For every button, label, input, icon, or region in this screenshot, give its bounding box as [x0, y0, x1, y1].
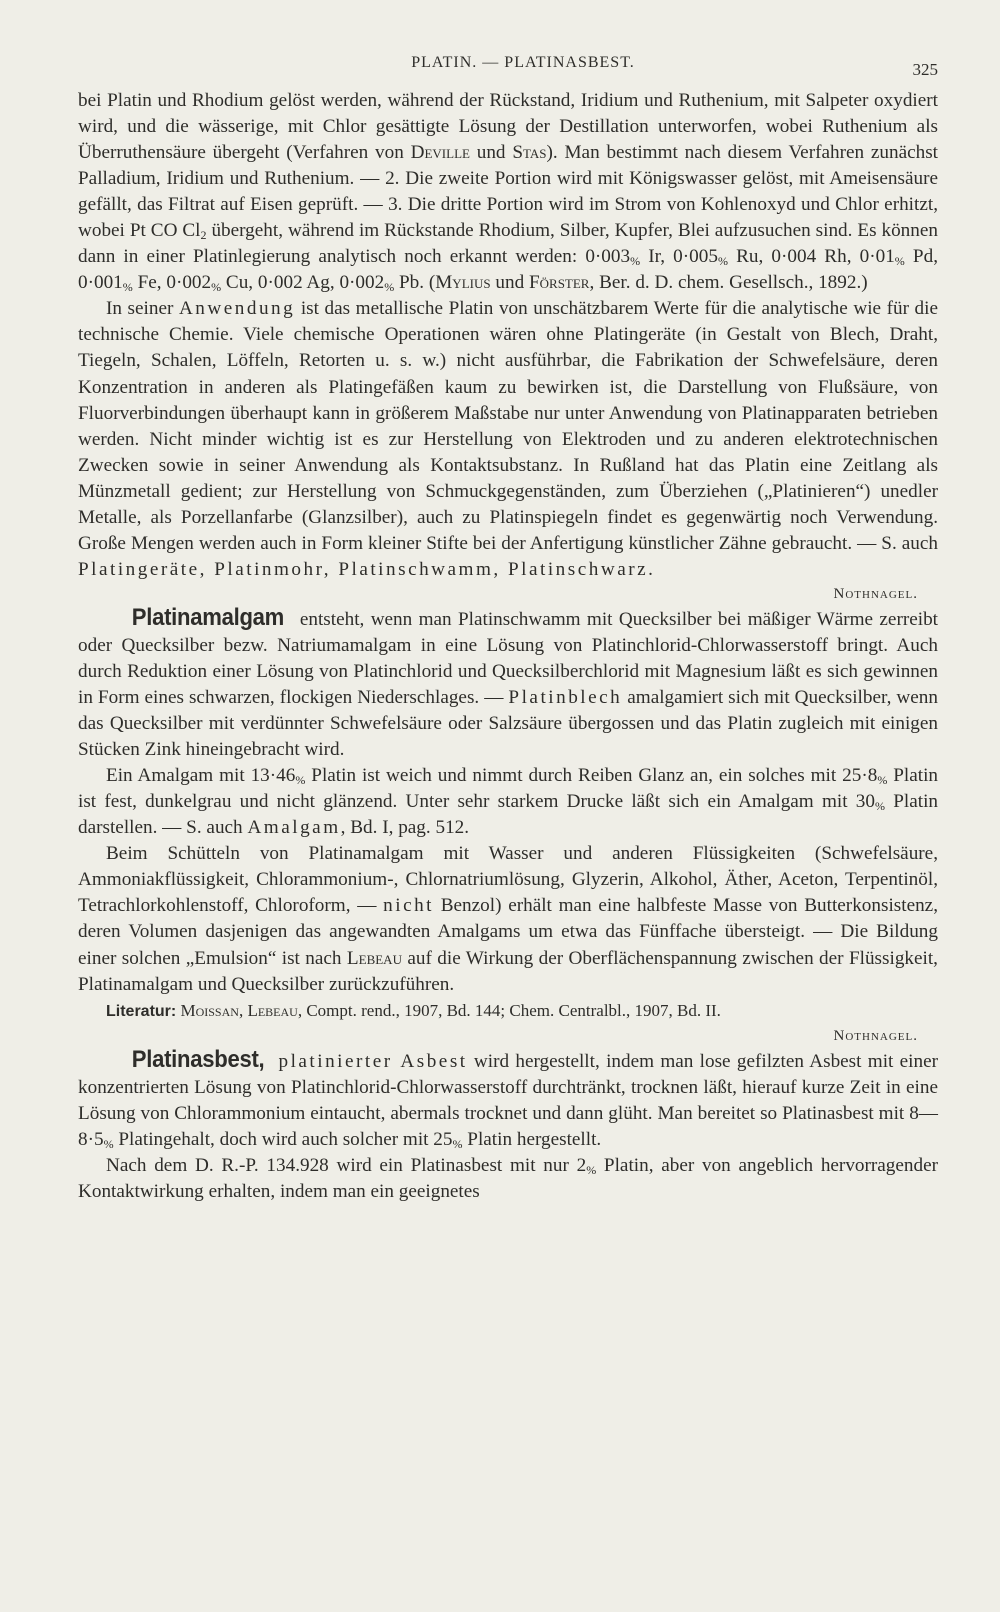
- entry-platinasbest: [78, 1047, 938, 1153]
- spaced-term: Anwendung: [178, 298, 296, 320]
- text-run: Ir, 0·005: [640, 246, 718, 268]
- author-moissan: Moissan: [180, 1000, 239, 1020]
- percent-sign: %: [384, 280, 395, 295]
- author-signature: Nothnagel.: [833, 585, 918, 602]
- text-run: entsteht, wenn man Platinschwamm mit Quecksilber bei mäßiger Wärme zerreibt oder Quecksilber bezw. Natriumamalgam in eine Lösung von Platinchlorid-Chlorwasserstoff bringt. Auch durch Reduktion einer Lösung von Platinchlorid und Quecksilberchlorid mit Magnesium läßt es sich gewinnen in Form eines schwarzen, flockigen Niederschlages. —: [78, 608, 938, 709]
- text-run: Benzol) erhält man eine halbfeste Masse von Butterkonsistenz, deren Volumen dasjenigen das angewandten Amalgams um etwa das Fünffache übersteigt. — Die Bildung einer solchen „Emulsion“ ist nach: [78, 895, 938, 969]
- text-run: Fe, 0·002: [132, 272, 212, 294]
- percent-sign: %: [211, 280, 222, 295]
- text-run: , Ber. d. D. chem. Gesellsch., 1892.): [589, 272, 868, 294]
- author-deville: Deville: [410, 142, 470, 164]
- spaced-term: Platinblech: [508, 687, 623, 709]
- percent-sign: %: [295, 773, 306, 788]
- percent-sign: %: [874, 799, 885, 814]
- subscript: 2: [200, 228, 207, 243]
- percent-sign: %: [894, 254, 905, 269]
- text-run: Nach dem D. R.-P. 134.928 wird ein Platinasbest mit nur 2: [106, 1154, 587, 1176]
- headword-platinamalgam: Platinamalgam: [131, 603, 285, 631]
- headword-platinasbest: Platinasbest,: [131, 1045, 265, 1073]
- paragraph-amalgam-content: [78, 763, 938, 841]
- author-lebeau: Lebeau: [346, 947, 402, 969]
- text-run: bei Platin und Rhodium gelöst werden, während der Rückstand, Iridium und Ruthenium, mit Salpeter oxydiert wird, und die wässerige, mit Chlor gesättigte Lösung der Destillation unterworfen, wobei Ruthenium als Überruthensäure übergeht (Verfahren von: [78, 90, 938, 164]
- author-signature: Nothnagel.: [833, 1027, 918, 1044]
- text-run: ). Man bestimmt nach diesem Verfahren zunächst Palladium, Iridium und Ruthenium. — 2. Die zweite Portion wird mit Königswasser gelöst, mit Ameisensäure gefällt, das Filtrat auf Eisen geprüft. — 3. Die dritte Portion wird im Strom von Kohlenoxyd und Chlor erhitzt, wobei Pt CO Cl: [78, 142, 939, 242]
- text-run: Pd, 0·001: [78, 246, 938, 294]
- percent-sign: %: [630, 254, 641, 269]
- percent-sign: %: [717, 254, 728, 269]
- running-title: PLATIN. — PLATINASBEST.: [411, 54, 635, 71]
- text-run: Pb. (: [394, 272, 436, 294]
- text-run: und: [490, 272, 529, 294]
- text-run: ,: [238, 1000, 248, 1020]
- entry-platinamalgam: [78, 605, 938, 763]
- text-run: wird hergestellt, indem man lose gefilzten Asbest mit einer konzentrierten Lösung von Platinchlorid-Chlorwasserstoff durchtränkt, trocknen läßt, hierauf kurze Zeit in eine Lösung von Chlorammonium eintaucht, abermals trocknet und dann glüht. Man bereitet so Platinasbest mit 8—8·5: [78, 1050, 939, 1150]
- author-stas: Stas: [512, 142, 547, 164]
- cross-reference: Platingeräte, Platinmohr, Platinschwamm, Platinschwarz.: [78, 558, 656, 580]
- cross-reference: Amalgam: [247, 817, 341, 839]
- paragraph-anwendung: [78, 296, 938, 583]
- author-mylius: Mylius: [435, 272, 491, 294]
- text-run: Ein Amalgam mit 13·46: [106, 765, 296, 787]
- text-run: Beim Schütteln von Platinamalgam mit Wasser und anderen Flüssigkeiten (Schwefelsäure, Ammoniakflüssigkeit, Chlorammonium-, Chlornatriumlösung, Glyzerin, Alkohol, Äther, Aceton, Terpentinöl, Tetrachlorkohlenstoff, Chloroform, —: [78, 843, 938, 917]
- spaced-term: nicht: [383, 895, 435, 917]
- percent-sign: %: [586, 1162, 597, 1177]
- text-run: In seiner: [106, 298, 179, 320]
- paragraph-platin-analysis: [78, 88, 938, 296]
- text-run: Cu, 0·002 Ag, 0·002: [221, 272, 385, 294]
- text-run: Platin hergestellt.: [462, 1128, 602, 1150]
- percent-sign: %: [122, 280, 133, 295]
- author-lebeau: Lebeau: [247, 1000, 298, 1020]
- text-run: Ru, 0·004 Rh, 0·01: [727, 246, 895, 268]
- literature-label: Literatur:: [106, 1002, 177, 1020]
- text-run: Platin, aber von angeblich hervorragender Kontaktwirkung erhalten, indem man ein geeignetes: [78, 1154, 938, 1202]
- body-text: [78, 88, 938, 1205]
- text-run: Platin ist weich und nimmt durch Reiben Glanz an, ein solches mit 25·8: [305, 765, 878, 787]
- text-run: ist das metallische Platin von unschätzbarem Werte für die analytische wie für die technische Chemie. Viele chemische Operationen wären ohne Platingeräte (in Gestalt von Blech, Draht, Tiegeln, Schalen, Löffeln, Retorten u. s. w.) nicht ausführbar, die Fabrikation der Schwefelsäure, deren Konzentration in anderen als Platingefäßen kaum zu bewirken ist, die Darstellung von Flußsäure, von Fluorverbindungen überhaupt kann in größerem Maßstabe nur unter Anwendung von Platinapparaten betrieben werden. Nicht minder wichtig ist es zur Herstellung von Elektroden und zu anderen elektrotechnischen Zwecken sowie in seiner Anwendung als Kontaktsubstanz. In Rußland hat das Platin eine Zeitlang als Münzmetall gedient; zur Herstellung von Schmuckgegenständen, zum Überziehen („Platinieren“) unedler Metalle, als Porzellanfarbe (Glanzsilber), auch zu Platinspiegeln findet es gegenwärtig noch Verwendung. Große Mengen werden auch in Form kleiner Stifte bei der Anfertigung künstlicher Zähne gebraucht. — S. auch: [78, 298, 938, 554]
- page-number: 325: [912, 60, 938, 79]
- paragraph-patent: [78, 1153, 938, 1205]
- author-foerster: Förster: [528, 272, 590, 294]
- percent-sign: %: [877, 773, 888, 788]
- text-run: , Bd. I, pag. 512.: [340, 817, 470, 839]
- text-run: übergeht, während im Rückstande Rhodium, Silber, Kupfer, Blei aufzusuchen sind. Es können dann in einer Platinlegierung analytisch noch erkannt werden: 0·003: [78, 220, 938, 268]
- percent-sign: %: [103, 1136, 114, 1151]
- text-run: Platingehalt, doch wird auch solcher mit 25: [113, 1128, 453, 1150]
- paragraph-emulsion: [78, 841, 938, 997]
- text-run: Platin darstellen. — S. auch: [78, 791, 938, 839]
- text-run: amalgamiert sich mit Quecksilber, wenn das Quecksilber mit verdünnter Schwefelsäure oder Salzsäure übergossen und das Platin zugleich mit einigen Stücken Zink hineingebracht wird.: [78, 687, 938, 761]
- text-run: auf die Wirkung der Oberflächenspannung zwischen der Flüssigkeit, Platinamalgam und Quecksilber zurückzuführen.: [78, 947, 938, 995]
- literature-reference: [78, 998, 938, 1025]
- percent-sign: %: [452, 1136, 463, 1151]
- text-run: und: [469, 142, 513, 164]
- text-run: , Compt. rend., 1907, Bd. 144; Chem. Centralbl., 1907, Bd. II.: [297, 1000, 721, 1020]
- running-head: [78, 54, 938, 88]
- spaced-term: platinierter Asbest: [278, 1050, 468, 1072]
- text-run: Platin ist fest, dunkelgrau und nicht glänzend. Unter sehr starkem Drucke läßt sich ein Amalgam mit 30: [78, 765, 939, 813]
